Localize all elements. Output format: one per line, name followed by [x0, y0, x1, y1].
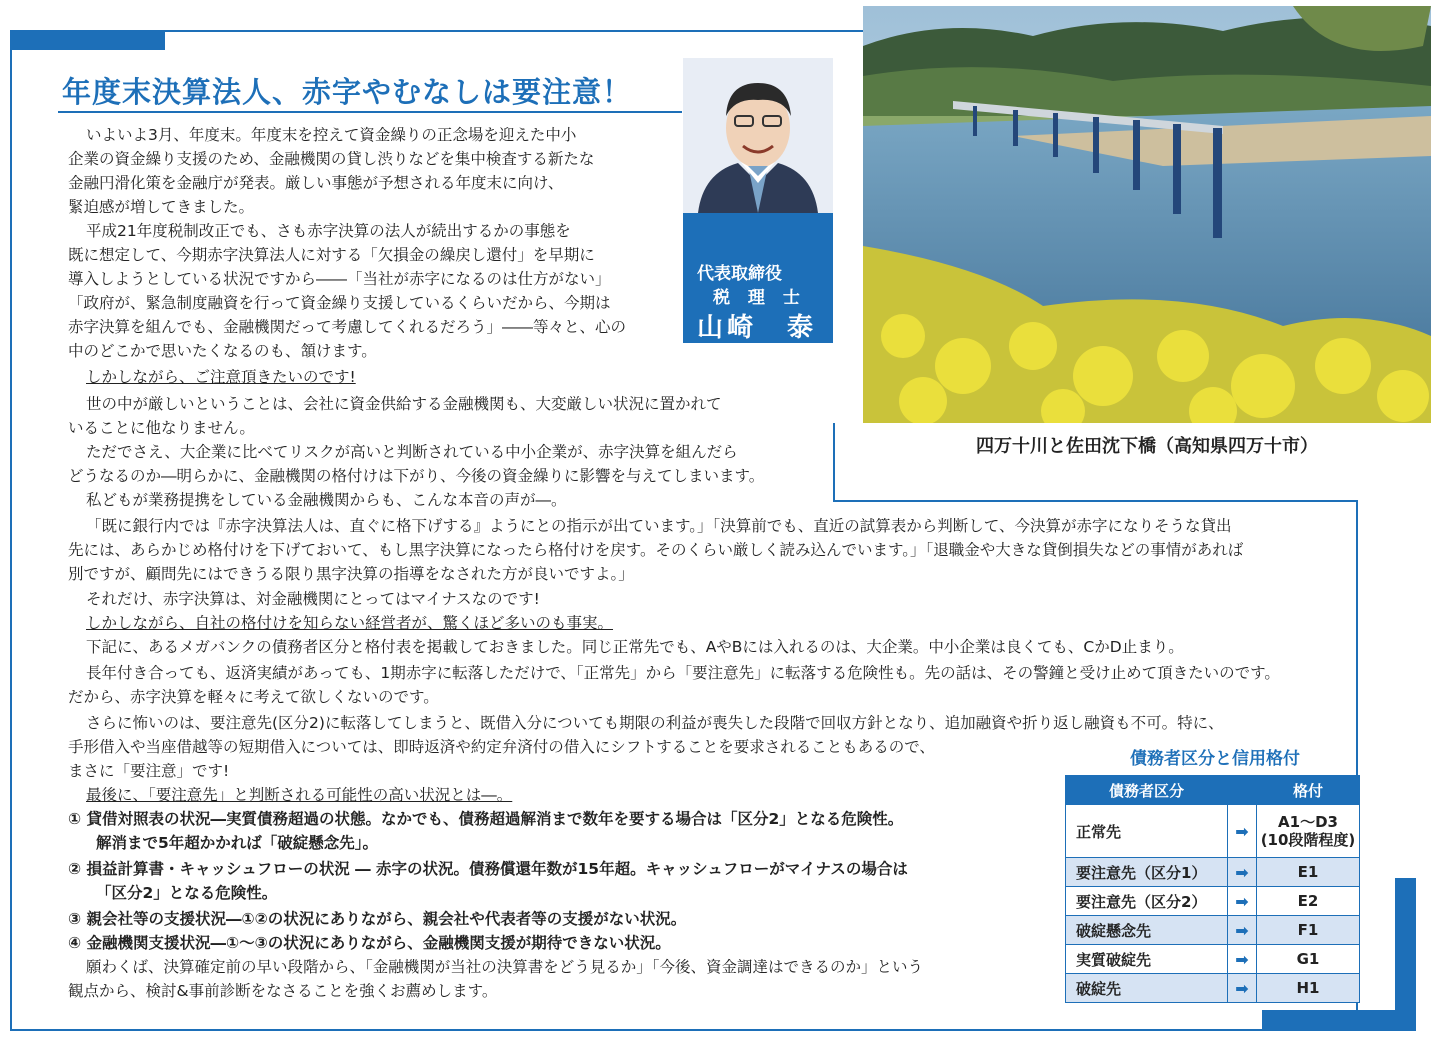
frame-line-top: [10, 30, 863, 32]
rating-value: A1～D3: [1278, 813, 1338, 831]
author-name-box: [683, 213, 833, 343]
header-category: 債務者区分: [1066, 776, 1228, 805]
body-line: 中のどこかで思いたくなるのも、頷けます。: [68, 342, 377, 360]
body-line: 「既に銀行内では『赤字決算法人は、直ぐに格下げする』ようにとの指示が出ています。」「決算前でも、直近の試算表から判断して、今決算が赤字になりそうな貸出: [86, 517, 1232, 535]
checklist-item-2-cont: 「区分2」となる危険性。: [96, 884, 278, 902]
body-line: いよいよ3月、年度末。年度末を控えて資金繰りの正念場を迎えた中小: [86, 126, 577, 144]
arrow-icon: ➡: [1228, 805, 1257, 858]
rating-note: (10段階程度): [1260, 831, 1356, 849]
checklist-item-1-cont: 解消まで5年超かかれば「破綻懸念先」。: [96, 834, 379, 852]
table-row: [1066, 974, 1360, 1003]
row-rating: G1: [1257, 945, 1360, 974]
frame-line-left: [10, 30, 12, 1031]
body-line: いることに他なりません。: [68, 419, 255, 437]
article-title: 年度末決算法人、赤字やむなしは要注意！: [62, 75, 633, 109]
rating-table-title: 債務者区分と信用格付: [1130, 749, 1300, 769]
body-line: どうなるのか―明らかに、金融機関の格付けは下がり、今後の資金繰りに影響を与えてしまいます。: [68, 467, 765, 485]
frame-line-bottom: [10, 1029, 1410, 1031]
row-rating: E1: [1257, 858, 1360, 887]
table-row: [1066, 805, 1360, 858]
body-line: 別ですが、顧問先にはできうる限り黒字決算の指導をなされた方が良いですよ。」: [68, 565, 634, 583]
body-line: 平成21年度税制改正でも、さも赤字決算の法人が続出するかの事態を: [86, 222, 571, 240]
row-rating: E2: [1257, 887, 1360, 916]
body-line-underlined: しかしながら、ご注意頂きたいのです!: [86, 368, 356, 386]
body-line: 先には、あらかじめ格付けを下げておいて、もし黒字決算になったら格付けを戻す。そのくらい厳しく読み込んでいます。」「退職金や大きな貸倒損失などの事情があれば: [68, 541, 1244, 559]
author-profile: [683, 58, 833, 343]
body-line: 観点から、検討&事前診断をなさることを強くお薦めします。: [68, 982, 498, 1000]
body-line: ただでさえ、大企業に比べてリスクが高いと判断されている中小企業が、赤字決算を組んだら: [86, 443, 738, 461]
table-row: [1066, 916, 1360, 945]
header-arrow-spacer: [1228, 776, 1257, 805]
row-rating: F1: [1257, 916, 1360, 945]
author-photo: [683, 58, 833, 213]
checklist-item-1: ① 貸借対照表の状況―実質債務超過の状態。なかでも、債務超過解消まで数年を要する場合は「区分2」となる危険性。: [68, 810, 904, 828]
body-line: 「政府が、緊急制度融資を行って資金繰り支援しているくらいだから、今期は: [68, 294, 611, 312]
frame-line-mid: [833, 500, 1358, 502]
arrow-icon: ➡: [1228, 945, 1257, 974]
frame-corner-top-left: [10, 30, 165, 50]
body-line: それだけ、赤字決算は、対金融機関にとってはマイナスなのです!: [86, 590, 540, 608]
table-row: [1066, 945, 1360, 974]
body-line: 企業の資金繰り支援のため、金融機関の貸し渋りなどを集中検査する新たな: [68, 150, 595, 168]
checklist-item-4: ④ 金融機関支援状況―①～③の状況にありながら、金融機関支援が期待できない状況。: [68, 934, 671, 952]
author-name: 山崎 泰: [697, 313, 818, 343]
body-line: 緊迫感が増してきました。: [68, 198, 255, 216]
header-rating: 格付: [1257, 776, 1360, 805]
body-line: 世の中が厳しいということは、会社に資金供給する金融機関も、大変厳しい状況に置かれて: [86, 395, 722, 413]
body-line: 長年付き合っても、返済実績があっても、1期赤字に転落しただけで、「正常先」から「要注意先」に転落する危険性も。先の話は、その警鐘と受け止めて頂きたいのです。: [86, 664, 1280, 682]
body-line: 既に想定して、今期赤字決算法人に対する「欠損金の繰戻し還付」を早期に: [68, 246, 595, 264]
row-category: 破綻懸念先: [1066, 916, 1228, 945]
row-rating: H1: [1257, 974, 1360, 1003]
body-line: さらに怖いのは、要注意先(区分2)に転落してしまうと、既借入分についても期限の利益が喪失した段階で回収方針となり、追加融資や折り返し融資も不可。特に、: [86, 714, 1224, 732]
body-line: 下記に、あるメガバンクの債務者区分と格付表を掲載しておきました。同じ正常先でも、AやBには入れるのは、大企業。中小企業は良くても、CかD止まり。: [86, 638, 1184, 656]
body-line: 赤字決算を組んでも、金融機関だって考慮してくれるだろう」――等々と、心の: [68, 318, 627, 336]
frame-corner-bottom-bar: [1262, 1010, 1416, 1031]
body-line: 私どもが業務提携をしている金融機関からも、こんな本音の声が―。: [86, 491, 567, 509]
author-title: 税 理 士: [713, 288, 806, 308]
author-role: 代表取締役: [697, 264, 782, 284]
arrow-icon: ➡: [1228, 916, 1257, 945]
body-line: 願わくば、決算確定前の早い段階から、「金融機関が当社の決算書をどう見るか」「今後、資金調達はできるのか」という: [86, 958, 924, 976]
frame-corner-bottom-right: [1395, 878, 1416, 1031]
row-category: 要注意先（区分1）: [1066, 858, 1228, 887]
title-underline: [58, 111, 682, 113]
photo-caption: 四万十川と佐田沈下橋（高知県四万十市）: [976, 436, 1318, 457]
river-bridge-photo: [863, 6, 1431, 423]
arrow-icon: ➡: [1228, 858, 1257, 887]
body-line: 手形借入や当座借越等の短期借入については、即時返済や約定弁済付の借入にシフトすることを要求されることもあるので、: [68, 738, 935, 756]
table-row: [1066, 858, 1360, 887]
rating-table-header: [1066, 776, 1360, 805]
body-line: まさに「要注意」です!: [68, 762, 230, 780]
row-category: 要注意先（区分2）: [1066, 887, 1228, 916]
frame-line-mid-vert: [833, 423, 835, 502]
body-line-underlined: 最後に、「要注意先」と判断される可能性の高い状況とは―。: [86, 786, 513, 804]
row-category: 正常先: [1066, 805, 1228, 858]
checklist-item-2: ② 損益計算書・キャッシュフローの状況 ― 赤字の状況。債務償還年数が15年超。キャッシュフローがマイナスの場合は: [68, 860, 908, 878]
row-category: 実質破綻先: [1066, 945, 1228, 974]
row-rating: [1257, 805, 1360, 858]
checklist-item-3: ③ 親会社等の支援状況―①②の状況にありながら、親会社や代表者等の支援がない状況。: [68, 910, 687, 928]
table-row: [1066, 887, 1360, 916]
arrow-icon: ➡: [1228, 887, 1257, 916]
body-line: だから、赤字決算を軽々に考えて欲しくないのです。: [68, 688, 439, 706]
rating-table: [1065, 775, 1360, 1003]
body-line: 金融円滑化策を金融庁が発表。厳しい事態が予想される年度末に向け、: [68, 174, 564, 192]
arrow-icon: ➡: [1228, 974, 1257, 1003]
body-line-underlined: しかしながら、自社の格付けを知らない経営者が、驚くほど多いのも事実。: [86, 614, 614, 632]
body-line: 導入しようとしている状況ですから――「当社が赤字になるのは仕方がない」: [68, 270, 611, 288]
row-category: 破綻先: [1066, 974, 1228, 1003]
